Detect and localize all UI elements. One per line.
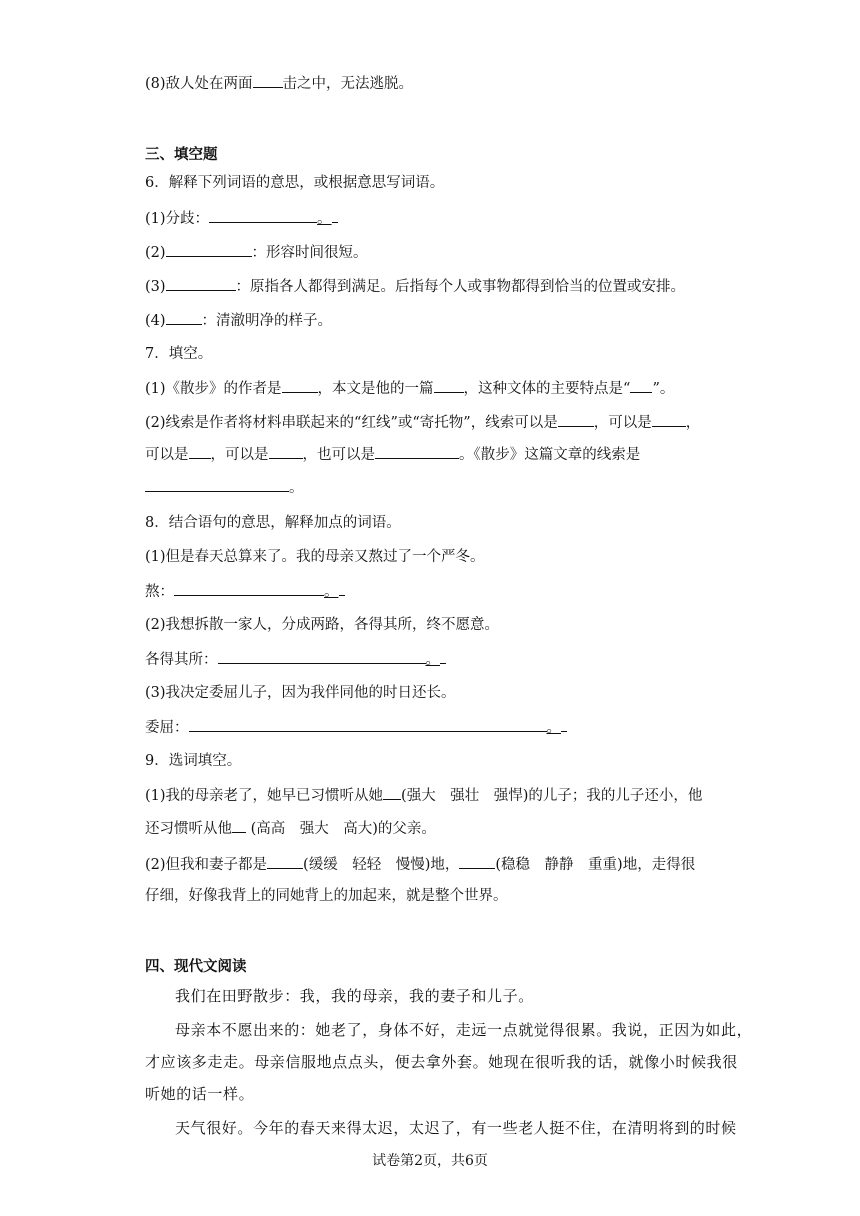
q7-item2-b: ，可以是 xyxy=(593,415,652,431)
q9-item2-c: (稳稳 静静 重重)地，走得很 xyxy=(495,857,696,873)
answer-blank[interactable] xyxy=(189,443,211,459)
page-footer: 试卷第2页，共6页 xyxy=(372,1153,488,1169)
answer-blank-tail xyxy=(440,648,446,664)
q7-item1-c: ，这种文体的主要特点是“ xyxy=(463,381,631,397)
q7-item2-c: ， xyxy=(685,415,701,431)
reading-paragraph-2-line-3: 听她的话一样。 xyxy=(145,1085,255,1103)
q9-item2-b: (缓缓 轻轻 慢慢)地， xyxy=(303,857,460,873)
q6-item1-end: 。 xyxy=(317,211,332,227)
answer-blank-tail xyxy=(332,207,338,223)
q5-item8-text-post: 击之中，无法逃脱。 xyxy=(282,76,414,92)
answer-blank[interactable] xyxy=(166,275,236,291)
q7-item2-end: 。 xyxy=(289,480,304,496)
q7-item1 xyxy=(145,377,722,400)
q9-item2-a: (2)但我和妻子都是 xyxy=(145,857,268,873)
q6-item3 xyxy=(145,275,722,298)
q6-item3-label: (3) xyxy=(145,279,166,295)
answer-blank[interactable] xyxy=(166,241,252,257)
q9-item1-a: (1)我的母亲老了，她早已习惯听从她 xyxy=(145,788,384,804)
answer-blank[interactable] xyxy=(232,817,246,833)
q7-item2-d: 可以是 xyxy=(145,447,189,463)
answer-blank-tail xyxy=(339,580,345,596)
q6-item1-label: (1)分歧： xyxy=(145,211,210,227)
q7-item1-d: ”。 xyxy=(652,381,675,397)
q7-item2-e: ，可以是 xyxy=(210,447,269,463)
section-4-title: 四、现代文阅读 xyxy=(145,959,247,975)
answer-blank[interactable] xyxy=(189,716,547,732)
q7-item2-line1 xyxy=(145,411,722,434)
q9-item1-line1 xyxy=(145,784,722,807)
section-3-title: 三、填空题 xyxy=(145,147,218,163)
q8-item2: (2)我想拆散一家人，分成两路，各得其所，终不愿意。 xyxy=(145,617,500,633)
q6-item2-label: (2) xyxy=(145,245,166,261)
answer-blank[interactable] xyxy=(630,377,652,393)
q8-ans2 xyxy=(145,648,722,671)
q6-item4-label: (4) xyxy=(145,313,166,329)
answer-blank[interactable] xyxy=(174,580,324,596)
q5-item8 xyxy=(145,72,722,95)
answer-blank[interactable] xyxy=(145,476,289,492)
q9-item2-line1 xyxy=(145,853,722,876)
answer-blank[interactable] xyxy=(166,309,202,325)
q9-item1-d: (高高 强大 高大)的父亲。 xyxy=(246,821,436,837)
q9-item1-b: (强大 强壮 强悍)的儿子；我的儿子还小，他 xyxy=(401,788,703,804)
q7-item2-a: (2)线索是作者将材料串联起来的“红线”或“寄托物”，线索可以是 xyxy=(145,415,558,431)
answer-blank[interactable] xyxy=(282,377,318,393)
answer-blank[interactable] xyxy=(652,411,686,427)
answer-blank[interactable] xyxy=(267,853,303,869)
answer-blank[interactable] xyxy=(558,411,594,427)
answer-blank[interactable] xyxy=(253,72,283,88)
reading-paragraph-2-line-1: 母亲本不愿出来的：她老了，身体不好，走远一点就觉得很累。我说，正因为如此， xyxy=(175,1021,753,1039)
answer-blank[interactable] xyxy=(269,443,303,459)
q6-stem: 6．解释下列词语的意思，或根据意思写词语。 xyxy=(145,175,445,191)
q7-item2-line2 xyxy=(145,443,722,466)
q7-item1-a: (1)《散步》的作者是 xyxy=(145,381,282,397)
q8-stem: 8．结合语句的意思，解释加点的词语。 xyxy=(145,515,401,531)
q7-stem: 7．填空。 xyxy=(145,346,213,362)
q7-item1-b: ，本文是他的一篇 xyxy=(317,381,434,397)
q9-stem: 9．选词填空。 xyxy=(145,753,242,769)
q6-item2-end: ：形容时间很短。 xyxy=(251,245,368,261)
q6-item4 xyxy=(145,309,722,332)
answer-blank[interactable] xyxy=(459,853,495,869)
q6-item1 xyxy=(145,207,722,230)
q8-ans1 xyxy=(145,580,722,603)
q7-item2-f: ，也可以是 xyxy=(302,447,375,463)
answer-blank-tail xyxy=(561,716,567,732)
q5-item8-text-pre: (8)敌人处在两面 xyxy=(145,76,253,92)
q8-ans2-label: 各得其所： xyxy=(145,652,218,668)
reading-paragraph-1: 我们在田野散步：我，我的母亲，我的妻子和儿子。 xyxy=(175,987,534,1005)
answer-blank[interactable] xyxy=(383,784,401,800)
answer-blank[interactable] xyxy=(434,377,464,393)
q8-ans3-end: 。 xyxy=(546,720,561,736)
reading-paragraph-2-line-2: 才应该多走走。母亲信服地点点头，便去拿外套。她现在很听我的话，就像小时候我很 xyxy=(145,1053,738,1071)
q8-ans3-label: 委屈： xyxy=(145,720,189,736)
q6-item2 xyxy=(145,241,722,264)
q6-item4-end: ：清澈明净的样子。 xyxy=(201,313,333,329)
q8-ans3 xyxy=(145,716,722,739)
q7-item2-g: 。《散步》这篇文章的线索是 xyxy=(459,447,641,463)
q7-item2-line3 xyxy=(145,476,722,499)
q9-item1-line2 xyxy=(145,817,722,840)
q9-item2-line2: 仔细，好像我背上的同她背上的加起来，就是整个世界。 xyxy=(145,888,508,904)
answer-blank[interactable] xyxy=(375,443,459,459)
q9-item1-c: 还习惯听从他 xyxy=(145,821,232,837)
reading-paragraph-3-line-1: 天气很好。今年的春天来得太迟，太迟了，有一些老人挺不住，在清明将到的时候 xyxy=(175,1119,737,1137)
answer-blank[interactable] xyxy=(218,648,426,664)
q8-item3: (3)我决定委屈儿子，因为我伴同他的时日还长。 xyxy=(145,685,456,701)
q6-item3-end: ：原指各人都得到满足。后指每个人或事物都得到恰当的位置或安排。 xyxy=(235,279,686,295)
q8-ans2-end: 。 xyxy=(425,652,440,668)
q8-ans1-label: 熬： xyxy=(145,584,174,600)
q8-item1: (1)但是春天总算来了。我的母亲又熬过了一个严冬。 xyxy=(145,549,485,565)
answer-blank[interactable] xyxy=(209,207,317,223)
q8-ans1-end: 。 xyxy=(324,584,339,600)
